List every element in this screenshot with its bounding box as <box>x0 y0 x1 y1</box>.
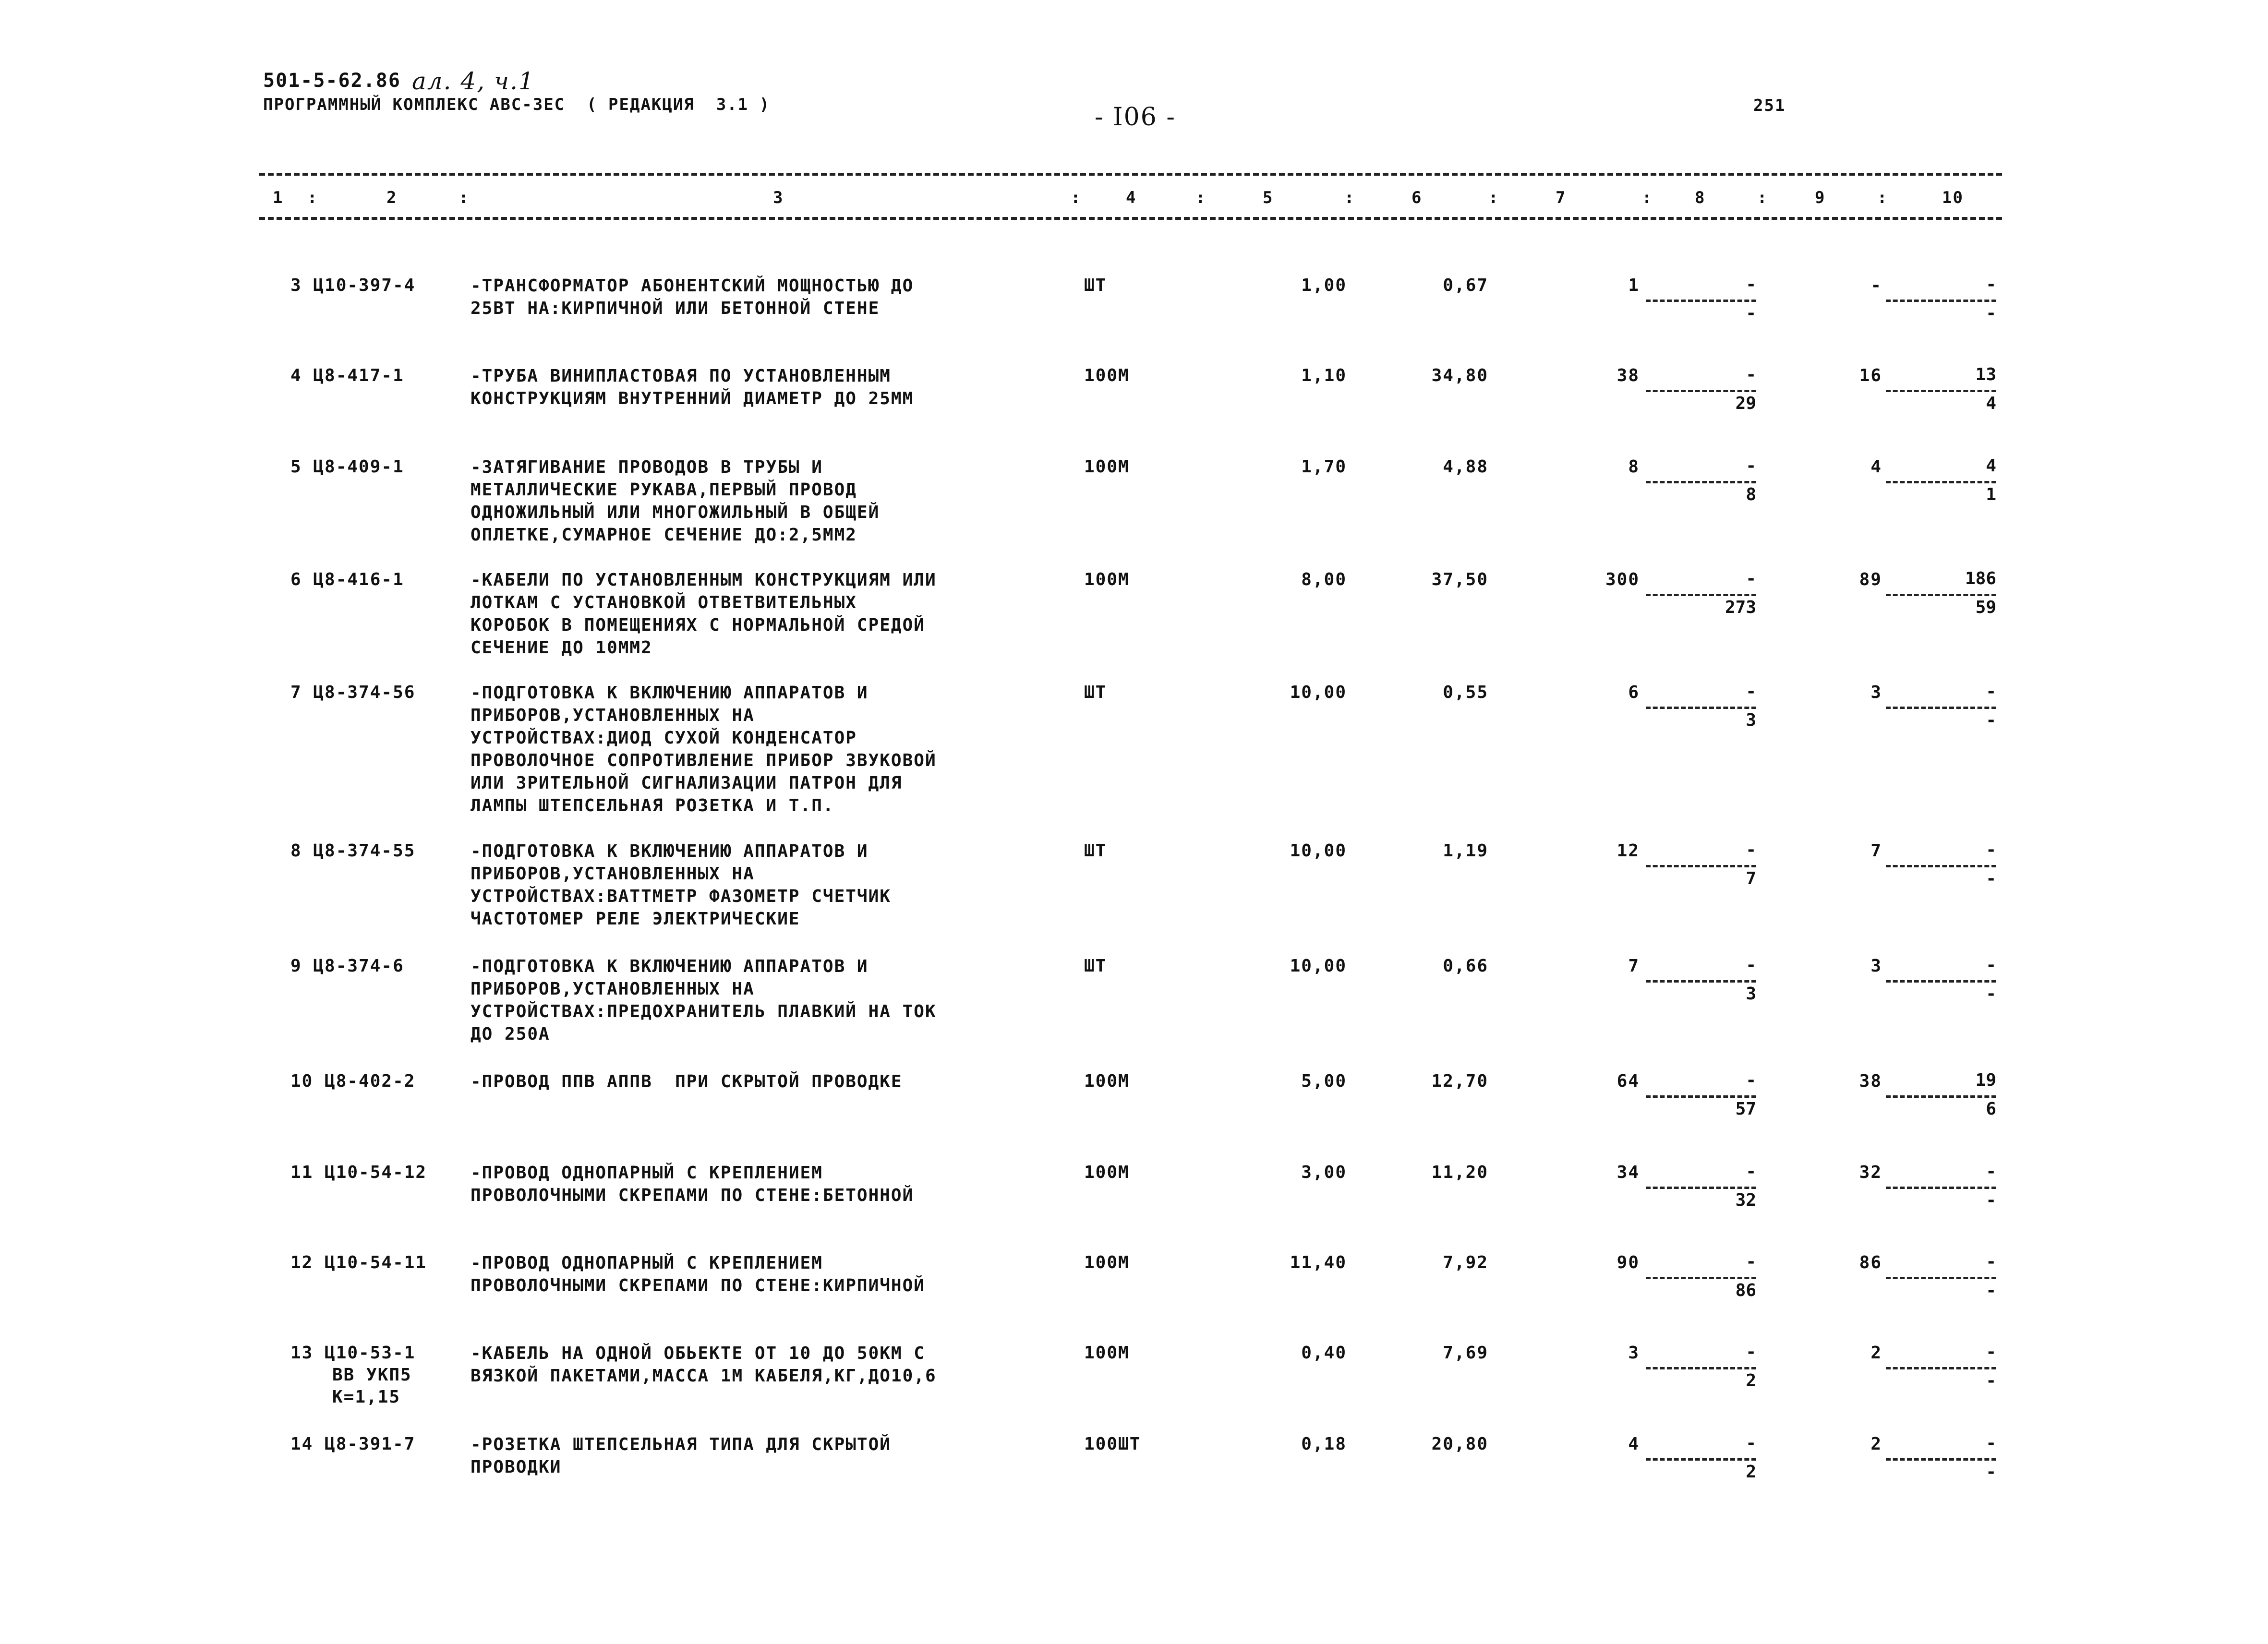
row-col10-fraction <box>1886 1162 1996 1229</box>
row-description-line: ВЯЗКОЙ ПАКЕТАМИ,МАССА 1М КАБЕЛЯ,КГ,ДО10,6 <box>470 1366 937 1386</box>
row-col9: 4 <box>1870 457 1882 477</box>
row-col8-fraction <box>1646 682 1756 749</box>
row-col10-fraction <box>1886 275 1996 342</box>
row-col8-fraction-numerator: - <box>1746 1342 1756 1362</box>
row-col9: 89 <box>1859 570 1882 589</box>
row-description-line: СЕЧЕНИЕ ДО 10ММ2 <box>470 638 652 658</box>
row-unit: ШТ <box>1084 956 1107 976</box>
row-total: 12 <box>1617 841 1640 861</box>
row-col10-fraction-divider-line <box>1886 707 1996 709</box>
row-col8-fraction <box>1646 569 1756 636</box>
row-description-line: -ПРОВОД ППВ АППВ ПРИ СКРЫТОЙ ПРОВОДКЕ <box>470 1072 903 1092</box>
row-col8-fraction-divider-line <box>1646 980 1756 983</box>
row-col8-fraction-numerator: - <box>1746 1162 1756 1181</box>
row-col10-fraction-divider-line <box>1886 1095 1996 1098</box>
column-divider: : <box>458 188 470 207</box>
row-col10-fraction <box>1886 682 1996 749</box>
row-col10-fraction-denominator: - <box>1986 1190 1996 1210</box>
row-description-line: ПРИБОРОВ,УСТАНОВЛЕННЫХ НА <box>470 979 755 999</box>
row-col8-fraction <box>1646 1342 1756 1409</box>
row-code: 7 Ц8-374-56 <box>290 683 416 702</box>
row-code: 12 Ц10-54-11 <box>290 1253 427 1272</box>
row-col10-fraction-denominator: - <box>1986 1281 1996 1300</box>
row-quantity: 1,70 <box>1301 457 1347 477</box>
row-quantity: 8,00 <box>1301 570 1347 589</box>
row-description-line: -ТРУБА ВИНИПЛАСТОВАЯ ПО УСТАНОВЛЕННЫМ <box>470 366 891 386</box>
row-col10-fraction-denominator: - <box>1986 869 1996 888</box>
row-description-line: -ПРОВОД ОДНОПАРНЫЙ С КРЕПЛЕНИЕМ <box>470 1253 823 1273</box>
row-description-line: МЕТАЛЛИЧЕСКИЕ РУКАВА,ПЕРВЫЙ ПРОВОД <box>470 480 857 500</box>
header-separator <box>259 217 2002 220</box>
row-col8-fraction-divider-line <box>1646 300 1756 302</box>
row-description-line: 25ВТ НА:КИРПИЧНОЙ ИЛИ БЕТОННОЙ СТЕНЕ <box>470 299 880 318</box>
row-col8-fraction-numerator: - <box>1746 275 1756 294</box>
row-total: 34 <box>1617 1163 1640 1182</box>
row-description-line: ПРИБОРОВ,УСТАНОВЛЕННЫХ НА <box>470 864 755 884</box>
row-description-line: -КАБЕЛИ ПО УСТАНОВЛЕННЫМ КОНСТРУКЦИЯМ ИЛИ <box>470 570 937 590</box>
row-unit-price: 0,55 <box>1443 683 1488 702</box>
program-complex-line: ПРОГРАММНЫЙ КОМПЛЕКС АВС-3ЕС ( РЕДАКЦИЯ 3.1 ) <box>263 95 771 114</box>
row-description-line: -ПОДГОТОВКА К ВКЛЮЧЕНИЮ АППАРАТОВ И <box>470 683 869 703</box>
row-description-line: ИЛИ ЗРИТЕЛЬНОЙ СИГНАЛИЗАЦИИ ПАТРОН ДЛЯ <box>470 773 903 793</box>
column-divider: : <box>1488 188 1499 207</box>
handwritten-note: ал. 4, ч.1 <box>412 67 535 95</box>
row-quantity: 1,10 <box>1301 366 1347 385</box>
row-unit: 100М <box>1084 570 1130 589</box>
row-total: 4 <box>1628 1434 1640 1454</box>
column-number-2: 2 <box>386 188 398 207</box>
row-col8-fraction-divider-line <box>1646 481 1756 483</box>
row-unit: 100М <box>1084 366 1130 385</box>
row-code: 8 Ц8-374-55 <box>290 841 416 861</box>
row-description-line: ПРОВОЛОЧНЫМИ СКРЕПАМИ ПО СТЕНЕ:БЕТОННОЙ <box>470 1186 914 1205</box>
row-col10-fraction-numerator: 186 <box>1965 569 1996 588</box>
row-unit: 100ШТ <box>1084 1434 1141 1454</box>
row-unit: ШТ <box>1084 276 1107 295</box>
row-col8-fraction-denominator: 86 <box>1735 1281 1756 1300</box>
row-col8-fraction-denominator: 273 <box>1725 598 1756 617</box>
column-number-6: 6 <box>1411 188 1423 207</box>
row-col8-fraction-denominator: 2 <box>1746 1462 1756 1482</box>
row-unit-price: 11,20 <box>1431 1163 1488 1182</box>
row-col10-fraction-divider-line <box>1886 1277 1996 1279</box>
row-code: 9 Ц8-374-6 <box>290 956 404 976</box>
row-col8-fraction-numerator: - <box>1746 1433 1756 1453</box>
row-col8-fraction-divider-line <box>1646 865 1756 867</box>
page-marker: - I06 - <box>1095 103 1176 132</box>
row-col10-fraction-numerator: - <box>1986 840 1996 860</box>
row-col8-fraction <box>1646 365 1756 432</box>
column-number-9: 9 <box>1815 188 1826 207</box>
row-col10-fraction-denominator: 6 <box>1986 1099 1996 1119</box>
column-number-3: 3 <box>773 188 784 207</box>
row-col8-fraction-denominator: 29 <box>1735 394 1756 413</box>
row-col8-fraction <box>1646 1433 1756 1500</box>
row-col10-fraction-numerator: - <box>1986 1252 1996 1272</box>
row-unit: 100М <box>1084 1343 1130 1363</box>
row-description-line: ОПЛЕТКЕ,СУМАРНОЕ СЕЧЕНИЕ ДО:2,5ММ2 <box>470 525 857 545</box>
row-col10-fraction-denominator: - <box>1986 984 1996 1004</box>
row-col8-fraction-divider-line <box>1646 594 1756 596</box>
row-total: 1 <box>1628 276 1640 295</box>
row-col8-fraction-divider-line <box>1646 1095 1756 1098</box>
row-col8-fraction-denominator: - <box>1746 303 1756 323</box>
row-col10-fraction <box>1886 365 1996 432</box>
row-total: 38 <box>1617 366 1640 385</box>
column-divider: : <box>1344 188 1355 207</box>
row-col8-fraction <box>1646 456 1756 523</box>
column-number-5: 5 <box>1263 188 1274 207</box>
row-description-line: -ПОДГОТОВКА К ВКЛЮЧЕНИЮ АППАРАТОВ И <box>470 957 869 976</box>
document-code: 501-5-62.86 <box>263 70 401 92</box>
row-col9: 7 <box>1870 841 1882 861</box>
row-col10-fraction <box>1886 1070 1996 1138</box>
row-col10-fraction <box>1886 569 1996 636</box>
row-col10-fraction-numerator: - <box>1986 955 1996 975</box>
row-quantity: 0,18 <box>1301 1434 1347 1454</box>
row-col8-fraction-numerator: - <box>1746 955 1756 975</box>
column-number-7: 7 <box>1556 188 1567 207</box>
row-description-line: ОДНОЖИЛЬНЫЙ ИЛИ МНОГОЖИЛЬНЫЙ В ОБЩЕЙ <box>470 503 880 522</box>
row-total: 7 <box>1628 956 1640 976</box>
row-col8-fraction-denominator: 3 <box>1746 710 1756 730</box>
sheet-number: 251 <box>1753 96 1786 115</box>
row-col10-fraction-divider-line <box>1886 594 1996 596</box>
row-col8-fraction-divider-line <box>1646 390 1756 392</box>
row-col8-fraction-denominator: 32 <box>1735 1190 1756 1210</box>
row-col8-fraction-divider-line <box>1646 707 1756 709</box>
row-unit: 100М <box>1084 1071 1130 1091</box>
row-col8-fraction-divider-line <box>1646 1367 1756 1369</box>
row-description-line: УСТРОЙСТВАХ:ДИОД СУХОЙ КОНДЕНСАТОР <box>470 728 857 748</box>
row-code: 6 Ц8-416-1 <box>290 570 404 589</box>
row-col9: 3 <box>1870 683 1882 702</box>
row-col10-fraction <box>1886 1252 1996 1319</box>
row-col10-fraction-divider-line <box>1886 481 1996 483</box>
row-col10-fraction-divider-line <box>1886 865 1996 867</box>
row-description-line: -КАБЕЛЬ НА ОДНОЙ ОБЬЕКТЕ ОТ 10 ДО 50КМ С <box>470 1344 925 1363</box>
row-col8-fraction-numerator: - <box>1746 456 1756 476</box>
row-col10-fraction-numerator: - <box>1986 1433 1996 1453</box>
row-unit-price: 7,69 <box>1443 1343 1488 1363</box>
row-description-line: ЛОТКАМ С УСТАНОВКОЙ ОТВЕТВИТЕЛЬНЫХ <box>470 593 857 612</box>
row-col10-fraction-denominator: - <box>1986 1462 1996 1482</box>
row-col10-fraction <box>1886 955 1996 1022</box>
row-col8-fraction <box>1646 955 1756 1022</box>
row-quantity: 5,00 <box>1301 1071 1347 1091</box>
row-col8-fraction-numerator: - <box>1746 840 1756 860</box>
row-col10-fraction-numerator: - <box>1986 1342 1996 1362</box>
top-separator <box>259 173 2002 176</box>
row-total: 6 <box>1628 683 1640 702</box>
row-total: 300 <box>1605 570 1640 589</box>
column-divider: : <box>307 188 318 207</box>
column-number-4: 4 <box>1126 188 1137 207</box>
row-description-line: УСТРОЙСТВАХ:ПРЕДОХРАНИТЕЛЬ ПЛАВКИЙ НА ТОК <box>470 1002 937 1021</box>
row-col10-fraction-divider-line <box>1886 390 1996 392</box>
row-col10-fraction-denominator: - <box>1986 1371 1996 1391</box>
row-description-line: УСТРОЙСТВАХ:ВАТТМЕТР ФАЗОМЕТР СЧЕТЧИК <box>470 887 891 906</box>
row-quantity: 1,00 <box>1301 276 1347 295</box>
row-col10-fraction-divider-line <box>1886 1367 1996 1369</box>
row-col8-fraction <box>1646 1070 1756 1138</box>
row-description-line: ЧАСТОТОМЕР РЕЛЕ ЭЛЕКТРИЧЕСКИЕ <box>470 909 800 929</box>
row-col10-fraction-numerator: - <box>1986 275 1996 294</box>
row-col8-fraction <box>1646 1162 1756 1229</box>
row-col8-fraction <box>1646 275 1756 342</box>
column-number-10: 10 <box>1942 188 1964 207</box>
row-code: 10 Ц8-402-2 <box>290 1071 416 1091</box>
column-divider: : <box>1642 188 1653 207</box>
row-code: 5 Ц8-409-1 <box>290 457 404 477</box>
row-col10-fraction-denominator: - <box>1986 303 1996 323</box>
row-description-line: ДО 250А <box>470 1024 550 1044</box>
row-col9: 32 <box>1859 1163 1882 1182</box>
row-quantity: 3,00 <box>1301 1163 1347 1182</box>
row-col10-fraction-denominator: - <box>1986 710 1996 730</box>
row-code: 3 Ц10-397-4 <box>290 276 416 295</box>
row-code: 13 Ц10-53-1 <box>290 1343 416 1363</box>
row-col8-fraction-divider-line <box>1646 1187 1756 1189</box>
row-col9: 16 <box>1859 366 1882 385</box>
row-col10-fraction-divider-line <box>1886 980 1996 983</box>
row-col10-fraction-denominator: 59 <box>1975 598 1996 617</box>
row-code: 11 Ц10-54-12 <box>290 1163 427 1182</box>
row-col9: 86 <box>1859 1253 1882 1272</box>
row-col10-fraction-numerator: - <box>1986 682 1996 701</box>
row-total: 90 <box>1617 1253 1640 1272</box>
row-col10-fraction <box>1886 840 1996 907</box>
row-col10-fraction-divider-line <box>1886 300 1996 302</box>
row-code: 4 Ц8-417-1 <box>290 366 404 385</box>
row-unit-price: 0,66 <box>1443 956 1488 976</box>
row-col9: 38 <box>1859 1071 1882 1091</box>
row-col10-fraction-denominator: 1 <box>1986 485 1996 504</box>
row-col10-fraction-numerator: 19 <box>1975 1070 1996 1090</box>
row-code-note: ВВ УКП5 <box>332 1365 412 1385</box>
row-description-line: -ТРАНСФОРМАТОР АБОНЕНТСКИЙ МОЩНОСТЬЮ ДО <box>470 276 914 296</box>
row-col8-fraction-divider-line <box>1646 1458 1756 1461</box>
row-unit: 100М <box>1084 1253 1130 1272</box>
row-unit: 100М <box>1084 457 1130 477</box>
row-col10-fraction-numerator: 13 <box>1975 365 1996 384</box>
row-col10-fraction <box>1886 1433 1996 1500</box>
row-quantity: 10,00 <box>1290 956 1347 976</box>
row-description-line: КОНСТРУКЦИЯМ ВНУТРЕННИЙ ДИАМЕТР ДО 25ММ <box>470 389 914 408</box>
row-unit-price: 37,50 <box>1431 570 1488 589</box>
row-col8-fraction-numerator: - <box>1746 569 1756 588</box>
row-description-line: ПРИБОРОВ,УСТАНОВЛЕННЫХ НА <box>470 706 755 725</box>
row-unit-price: 0,67 <box>1443 276 1488 295</box>
row-col8-fraction-denominator: 8 <box>1746 485 1756 504</box>
row-description-line: ПРОВОЛОЧНОЕ СОПРОТИВЛЕНИЕ ПРИБОР ЗВУКОВОЙ <box>470 751 937 770</box>
row-col9: 3 <box>1870 956 1882 976</box>
row-col8-fraction-numerator: - <box>1746 365 1756 384</box>
row-unit-price: 7,92 <box>1443 1253 1488 1272</box>
row-description-line: ЛАМПЫ ШТЕПСЕЛЬНАЯ РОЗЕТКА И Т.П. <box>470 796 834 816</box>
row-col9: 2 <box>1870 1343 1882 1363</box>
row-col8-fraction <box>1646 1252 1756 1319</box>
row-col10-fraction-numerator: 4 <box>1986 456 1996 476</box>
row-description-line: -ПОДГОТОВКА К ВКЛЮЧЕНИЮ АППАРАТОВ И <box>470 841 869 861</box>
row-col10-fraction <box>1886 456 1996 523</box>
row-total: 8 <box>1628 457 1640 477</box>
row-col8-fraction-numerator: - <box>1746 1070 1756 1090</box>
row-unit: ШТ <box>1084 841 1107 861</box>
row-description-line: -ЗАТЯГИВАНИЕ ПРОВОДОВ В ТРУБЫ И <box>470 457 823 477</box>
row-col8-fraction <box>1646 840 1756 907</box>
row-description-line: ПРОВОЛОЧНЫМИ СКРЕПАМИ ПО СТЕНЕ:КИРПИЧНОЙ <box>470 1276 925 1296</box>
row-unit-price: 20,80 <box>1431 1434 1488 1454</box>
row-quantity: 10,00 <box>1290 841 1347 861</box>
row-col8-fraction-denominator: 57 <box>1735 1099 1756 1119</box>
row-description-line: ПРОВОДКИ <box>470 1457 562 1477</box>
row-col8-fraction-numerator: - <box>1746 1252 1756 1272</box>
row-total: 64 <box>1617 1071 1640 1091</box>
row-unit-price: 4,88 <box>1443 457 1488 477</box>
row-code-note: К=1,15 <box>332 1387 401 1407</box>
column-divider: : <box>1757 188 1768 207</box>
row-col10-fraction-numerator: - <box>1986 1162 1996 1181</box>
row-unit: ШТ <box>1084 683 1107 702</box>
row-col10-fraction-divider-line <box>1886 1458 1996 1461</box>
row-col8-fraction-denominator: 2 <box>1746 1371 1756 1391</box>
row-col9: - <box>1870 276 1882 295</box>
row-col10-fraction-divider-line <box>1886 1187 1996 1189</box>
column-divider: : <box>1877 188 1888 207</box>
column-divider: : <box>1071 188 1082 207</box>
row-col10-fraction-denominator: 4 <box>1986 394 1996 413</box>
column-number-1: 1 <box>273 188 284 207</box>
row-col9: 2 <box>1870 1434 1882 1454</box>
row-col8-fraction-denominator: 7 <box>1746 869 1756 888</box>
row-col8-fraction-numerator: - <box>1746 682 1756 701</box>
row-description-line: -ПРОВОД ОДНОПАРНЫЙ С КРЕПЛЕНИЕМ <box>470 1163 823 1183</box>
row-quantity: 10,00 <box>1290 683 1347 702</box>
row-col8-fraction-denominator: 3 <box>1746 984 1756 1004</box>
row-description-line: -РОЗЕТКА ШТЕПСЕЛЬНАЯ ТИПА ДЛЯ СКРЫТОЙ <box>470 1435 891 1454</box>
row-total: 3 <box>1628 1343 1640 1363</box>
row-quantity: 11,40 <box>1290 1253 1347 1272</box>
row-unit-price: 34,80 <box>1431 366 1488 385</box>
row-unit-price: 12,70 <box>1431 1071 1488 1091</box>
row-quantity: 0,40 <box>1301 1343 1347 1363</box>
row-unit: 100М <box>1084 1163 1130 1182</box>
row-col10-fraction <box>1886 1342 1996 1409</box>
column-divider: : <box>1195 188 1206 207</box>
row-code: 14 Ц8-391-7 <box>290 1434 416 1454</box>
column-number-8: 8 <box>1695 188 1706 207</box>
row-unit-price: 1,19 <box>1443 841 1488 861</box>
row-description-line: КОРОБОК В ПОМЕЩЕНИЯХ С НОРМАЛЬНОЙ СРЕДОЙ <box>470 615 925 635</box>
row-col8-fraction-divider-line <box>1646 1277 1756 1279</box>
